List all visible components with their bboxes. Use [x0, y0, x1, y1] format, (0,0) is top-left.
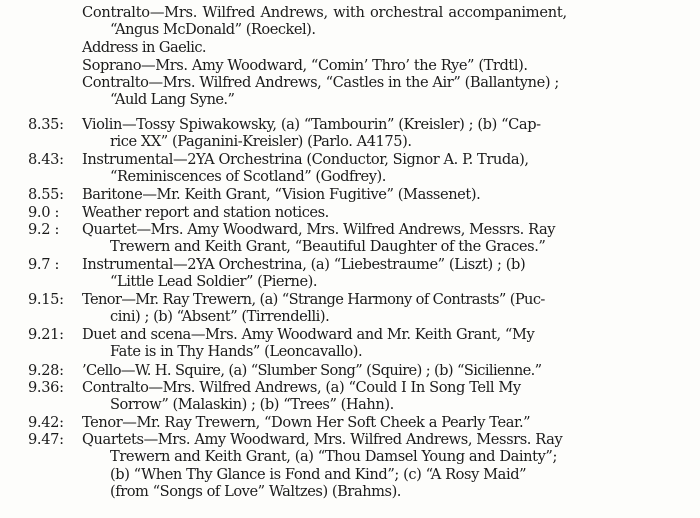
programme-item	[0, 291, 700, 326]
broadcast-time: 9.0 :	[28, 204, 60, 221]
programme-item	[0, 116, 700, 151]
programme-item	[0, 4, 700, 39]
programme-text-line: Violin—Tossy Spiwakowsky, (a) “Tambourin” (Kreisler) ; (b) “Cap-	[82, 116, 541, 133]
programme-item	[0, 379, 700, 414]
programme-text-line: Instrumental—2YA Orchestrina, (a) “Liebestraume” (Liszt) ; (b)	[82, 256, 526, 273]
programme-text-line: (from “Songs of Love” Waltzes) (Brahms).	[110, 483, 401, 501]
programme-text-line: Contralto—Mrs. Wilfred Andrews, “Castles in the Air” (Ballantyne) ;	[82, 74, 559, 91]
broadcast-time: 9.42:	[28, 414, 64, 431]
programme-text-line: Trewern and Keith Grant, (a) “Thou Damsel Young and Dainty”;	[110, 448, 557, 466]
programme-text-line: “Little Lead Soldier” (Pierne).	[110, 273, 317, 291]
programme-text-line: Instrumental—2YA Orchestrina (Conductor, Signor A. P. Truda),	[82, 151, 529, 168]
broadcast-time: 8.35:	[28, 116, 64, 133]
programme-text-line: ’Cello—W. H. Squire, (a) “Slumber Song” (Squire) ; (b) “Sicilienne.”	[82, 362, 542, 379]
programme-item	[0, 57, 700, 74]
broadcast-time: 8.43:	[28, 151, 64, 168]
broadcast-time: 9.7 :	[28, 256, 60, 273]
broadcast-time: 9.47:	[28, 431, 64, 448]
broadcast-time: 9.2 :	[28, 221, 60, 238]
programme-text-line: Address in Gaelic.	[82, 39, 207, 56]
programme-text-line: cini) ; (b) “Absent” (Tirrendelli).	[110, 308, 330, 326]
programme-text-line: “Auld Lang Syne.”	[110, 91, 235, 109]
programme-text-line: “Angus McDonald” (Roeckel).	[110, 21, 316, 39]
broadcast-time: 9.21:	[28, 326, 64, 343]
broadcast-time: 9.15:	[28, 291, 64, 308]
programme-item	[0, 362, 700, 379]
programme-text-line: Trewern and Keith Grant, “Beautiful Daughter of the Graces.”	[110, 238, 546, 256]
programme-text-line: Tenor—Mr. Ray Trewern, “Down Her Soft Cheek a Pearly Tear.”	[82, 414, 531, 431]
programme-item	[0, 151, 700, 186]
programme-text-line: Quartets—Mrs. Amy Woodward, Mrs. Wilfred Andrews, Messrs. Ray	[82, 431, 563, 448]
programme-text-line: Duet and scena—Mrs. Amy Woodward and Mr. Keith Grant, “My	[82, 326, 535, 343]
programme-text-line: Fate is in Thy Hands” (Leoncavallo).	[110, 343, 363, 361]
programme-text-line: “Reminiscences of Scotland” (Godfrey).	[110, 168, 386, 186]
programme-item	[0, 414, 700, 431]
programme-text-line: Quartet—Mrs. Amy Woodward, Mrs. Wilfred Andrews, Messrs. Ray	[82, 221, 556, 238]
programme-item	[0, 256, 700, 291]
broadcast-time: 8.55:	[28, 186, 64, 203]
programme-text-line: Tenor—Mr. Ray Trewern, (a) “Strange Harmony of Contrasts” (Puc-	[82, 291, 545, 308]
broadcast-time: 9.36:	[28, 379, 64, 396]
programme-text-line: Contralto—Mrs. Wilfred Andrews, with orchestral accompaniment,	[82, 4, 567, 21]
programme-text-line: Soprano—Mrs. Amy Woodward, “Comin’ Thro’ the Rye” (Trdtl).	[82, 57, 528, 74]
programme-text-line: (b) “When Thy Glance is Fond and Kind”; (c) “A Rosy Maid”	[110, 465, 527, 483]
programme-text-line: Contralto—Mrs. Wilfred Andrews, (a) “Could I In Song Tell My	[82, 379, 521, 396]
programme-item	[0, 326, 700, 361]
programme-text-line: rice XX” (Paganini-Kreisler) (Parlo. A4175).	[110, 133, 412, 151]
programme-text-line: Baritone—Mr. Keith Grant, “Vision Fugitive” (Massenet).	[82, 186, 481, 203]
programme-item	[0, 39, 700, 56]
programme-item	[0, 74, 700, 109]
programme-text-line: Sorrow” (Malaskin) ; (b) “Trees” (Hahn).	[110, 396, 394, 414]
programme-item	[0, 204, 700, 221]
programme-item	[0, 221, 700, 256]
programme-item	[0, 431, 700, 501]
programme-text-line: Weather report and station notices.	[82, 204, 329, 221]
programme-item	[0, 186, 700, 203]
broadcast-time: 9.28:	[28, 362, 64, 379]
